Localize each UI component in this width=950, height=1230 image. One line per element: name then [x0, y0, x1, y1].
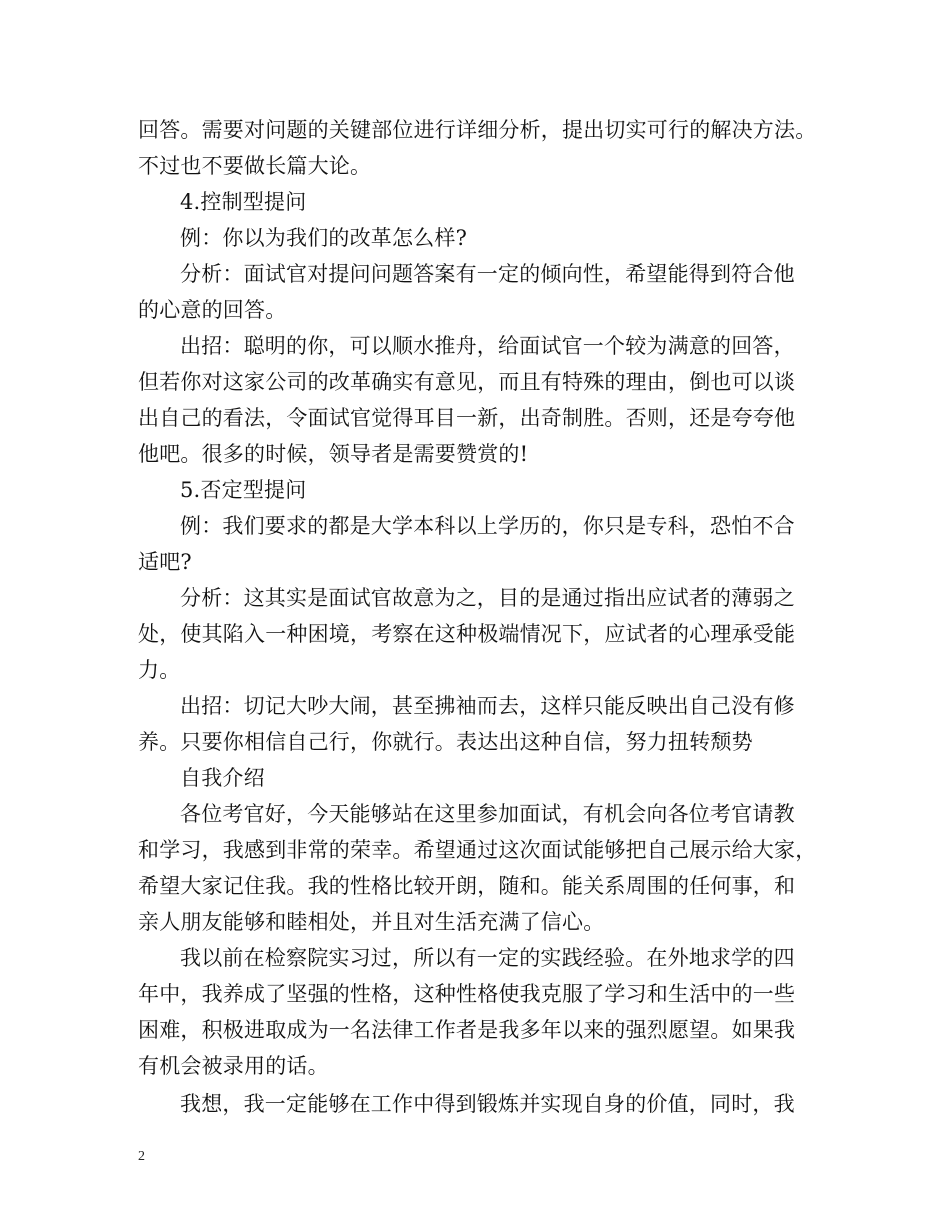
text-line: 处，使其陷入一种困境，考察在这种极端情况下，应试者的心理承受能	[138, 622, 796, 646]
section-heading: 4.控制型提问	[180, 190, 307, 214]
text-line: 分析：面试官对提问问题答案有一定的倾向性，希望能得到符合他	[180, 262, 795, 286]
section-heading: 5.否定型提问	[180, 478, 307, 502]
text-line: 困难，积极进取成为一名法律工作者是我多年以来的强烈愿望。如果我	[138, 1018, 796, 1042]
text-line: 的心意的回答。	[138, 298, 287, 322]
text-line: 分析：这其实是面试官故意为之，目的是通过指出应试者的薄弱之	[180, 586, 795, 610]
text-line: 我以前在检察院实习过，所以有一定的实践经验。在外地求学的四	[180, 946, 795, 970]
page-number: 2	[138, 1149, 145, 1164]
text-line: 出招：切记大吵大闹，甚至拂袖而去，这样只能反映出自己没有修	[180, 694, 795, 718]
section-heading: 自我介绍	[180, 766, 265, 790]
text-line: 养。只要你相信自己行，你就行。表达出这种自信，努力扭转颓势	[138, 730, 753, 754]
text-line: 例：你以为我们的改革怎么样?	[180, 226, 468, 250]
text-line: 他吧。很多的时候，领导者是需要赞赏的!	[138, 442, 529, 466]
text-line: 适吧?	[138, 550, 192, 574]
text-line: 各位考官好，今天能够站在这里参加面试，有机会向各位考官请教	[180, 802, 795, 826]
text-line: 亲人朋友能够和睦相处，并且对生活充满了信心。	[138, 910, 605, 934]
text-line: 我想，我一定能够在工作中得到锻炼并实现自身的价值，同时，我	[180, 1092, 795, 1116]
text-line: 和学习，我感到非常的荣幸。希望通过这次面试能够把自己展示给大家，	[138, 838, 817, 862]
text-line: 力。	[138, 658, 181, 682]
text-line: 出招：聪明的你，可以顺水推舟，给面试官一个较为满意的回答，	[180, 334, 795, 358]
text-line: 不过也不要做长篇大论。	[138, 154, 372, 178]
text-line: 但若你对这家公司的改革确实有意见，而且有特殊的理由，倒也可以谈	[138, 370, 796, 394]
text-line: 回答。需要对问题的关键部位进行详细分析，提出切实可行的解决方法。	[138, 118, 817, 142]
text-line: 出自己的看法，令面试官觉得耳目一新，出奇制胜。否则，还是夸夸他	[138, 406, 796, 430]
text-line: 年中，我养成了坚强的性格，这种性格使我克服了学习和生活中的一些	[138, 982, 796, 1006]
text-line: 有机会被录用的话。	[138, 1054, 329, 1078]
text-line: 希望大家记住我。我的性格比较开朗，随和。能关系周围的任何事，和	[138, 874, 796, 898]
text-line: 例：我们要求的都是大学本科以上学历的，你只是专科，恐怕不合	[180, 514, 795, 538]
